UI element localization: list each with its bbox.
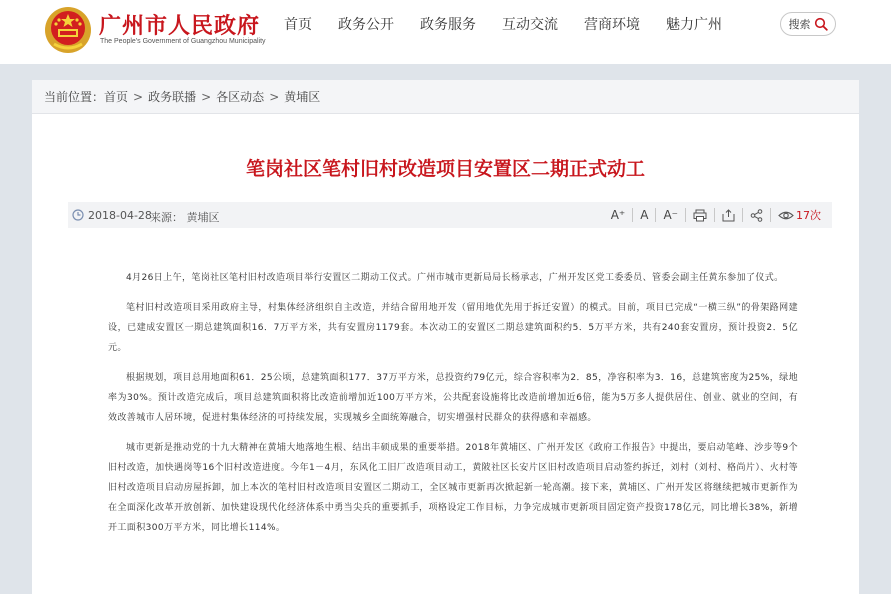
search-button[interactable] bbox=[780, 12, 836, 36]
site-subtitle: The People's Government of Guangzhou Municipality bbox=[100, 38, 266, 45]
article-source: 来源： 黄埔区 bbox=[150, 211, 220, 224]
export-icon bbox=[722, 209, 735, 222]
breadcrumb-separator: > bbox=[269, 89, 280, 104]
nav-item-gov-affairs[interactable]: 政务公开 bbox=[338, 17, 394, 33]
breadcrumb-item-home[interactable]: 首页 bbox=[104, 90, 129, 104]
article-paragraph: 4月26日上午，笔岗社区笔村旧村改造项目举行安置区二期动工仪式。广州市城市更新局局长杨承志，广州开发区党工委委员、管委会副主任黄东参加了仪式。 bbox=[126, 273, 784, 283]
print-icon bbox=[693, 209, 707, 222]
breadcrumb-separator: > bbox=[201, 89, 212, 104]
breadcrumb bbox=[32, 80, 859, 114]
article-meta-bar bbox=[68, 202, 832, 228]
share-button[interactable] bbox=[743, 209, 770, 222]
eye-icon bbox=[778, 210, 794, 221]
font-default-button[interactable]: A bbox=[640, 208, 649, 222]
font-larger-button[interactable]: A⁺ bbox=[610, 208, 626, 222]
article-paragraph: 城市更新是推动党的十九大精神在黄埔大地落地生根、结出丰硕成果的重要举措。2018年黄埔区、广州开发区《政府工作报告》中提出，要启动笔峰、沙步等9个旧村改造，加快遇岗等16个旧村改造进度。今年1－4月，东风化工旧厂改造项目动工，黄陂社区长安片区旧村改造项目启动签约拆迁，刘村（刘村、格尚片）、火村等旧村改造项目启动房屋拆卸，加上本次的笔村旧村改造项目安置区二期动工，全区城市更新再次掀起新一轮高潮。接下来，黄埔区、广州开发区将继续把城市更新作为在全面深化改革开放创新、加快建设现代化经济体系中勇当尖兵的重要抓手，项格设定工作目标，力争完成城市更新项目固定资产投资178亿元，同比增长38%，新增开工面积300万平方米，同比增长114%。 bbox=[108, 443, 798, 533]
article-panel bbox=[32, 114, 859, 594]
article-title: 笔岗社区笔村旧村改造项目安置区二期正式动工 bbox=[245, 158, 645, 180]
view-counter bbox=[771, 207, 828, 223]
breadcrumb-item-gov-news[interactable]: 政务联播 bbox=[148, 90, 197, 104]
breadcrumb-prefix: 当前位置： bbox=[44, 90, 105, 104]
national-emblem-icon[interactable] bbox=[44, 6, 92, 54]
breadcrumb-separator: > bbox=[133, 89, 144, 104]
article-toolbar bbox=[604, 205, 828, 225]
nav-item-interaction[interactable]: 互动交流 bbox=[502, 17, 558, 33]
site-header bbox=[0, 0, 891, 64]
view-count: 17次 bbox=[796, 209, 821, 222]
search-label: 搜索 bbox=[788, 18, 811, 31]
search-icon bbox=[814, 17, 828, 31]
print-button[interactable] bbox=[686, 209, 714, 222]
article-body bbox=[108, 268, 798, 548]
nav-item-charm-guangzhou[interactable]: 魅力广州 bbox=[666, 17, 722, 33]
nav-item-gov-services[interactable]: 政务服务 bbox=[420, 17, 476, 33]
font-smaller-button[interactable]: A⁻ bbox=[663, 208, 678, 222]
site-name[interactable]: 广州市人民政府 bbox=[99, 14, 261, 39]
main-nav bbox=[284, 14, 722, 36]
breadcrumb-item-district-news[interactable]: 各区动态 bbox=[216, 90, 265, 104]
publish-date: 2018-04-28 bbox=[88, 209, 152, 222]
article-paragraph: 笔村旧村改造项目采用政府主导，村集体经济组织自主改造，并结合留用地开发（留用地优先用于拆迁安置）的模式。目前，项目已完成“一横三纵”的骨架路网建设，已建成安置区一期总建筑面积16．7万平方米，共有安置房1179套。本次动工的安置区二期总建筑面积约5．5万平方米，共有240套安置房，预计投资2．5亿元。 bbox=[108, 303, 798, 353]
nav-item-home[interactable]: 首页 bbox=[284, 17, 312, 33]
nav-item-business-env[interactable]: 营商环境 bbox=[584, 17, 640, 33]
breadcrumb-item-huangpu[interactable]: 黄埔区 bbox=[284, 90, 321, 104]
clock-icon bbox=[72, 209, 84, 221]
article-paragraph: 根据规划，项目总用地面积61．25公顷，总建筑面积177．37万平方米，总投资约79亿元，综合容积率为2．85，净容积率为3．16，总建筑密度为25%，绿地率为30%。预计改造完成后，项目总建筑面积将比改造前增加近100万平方米，公共配套设施将比改造前增加近6倍，能为5万多人提供居住、创业、就业的空间，有效改善城市人居环境，促进村集体经济的可持续发展，实现城乡全面统筹融合，切实增强村民群众的获得感和幸福感。 bbox=[108, 373, 798, 423]
export-button[interactable] bbox=[715, 209, 742, 222]
share-icon bbox=[750, 209, 763, 222]
